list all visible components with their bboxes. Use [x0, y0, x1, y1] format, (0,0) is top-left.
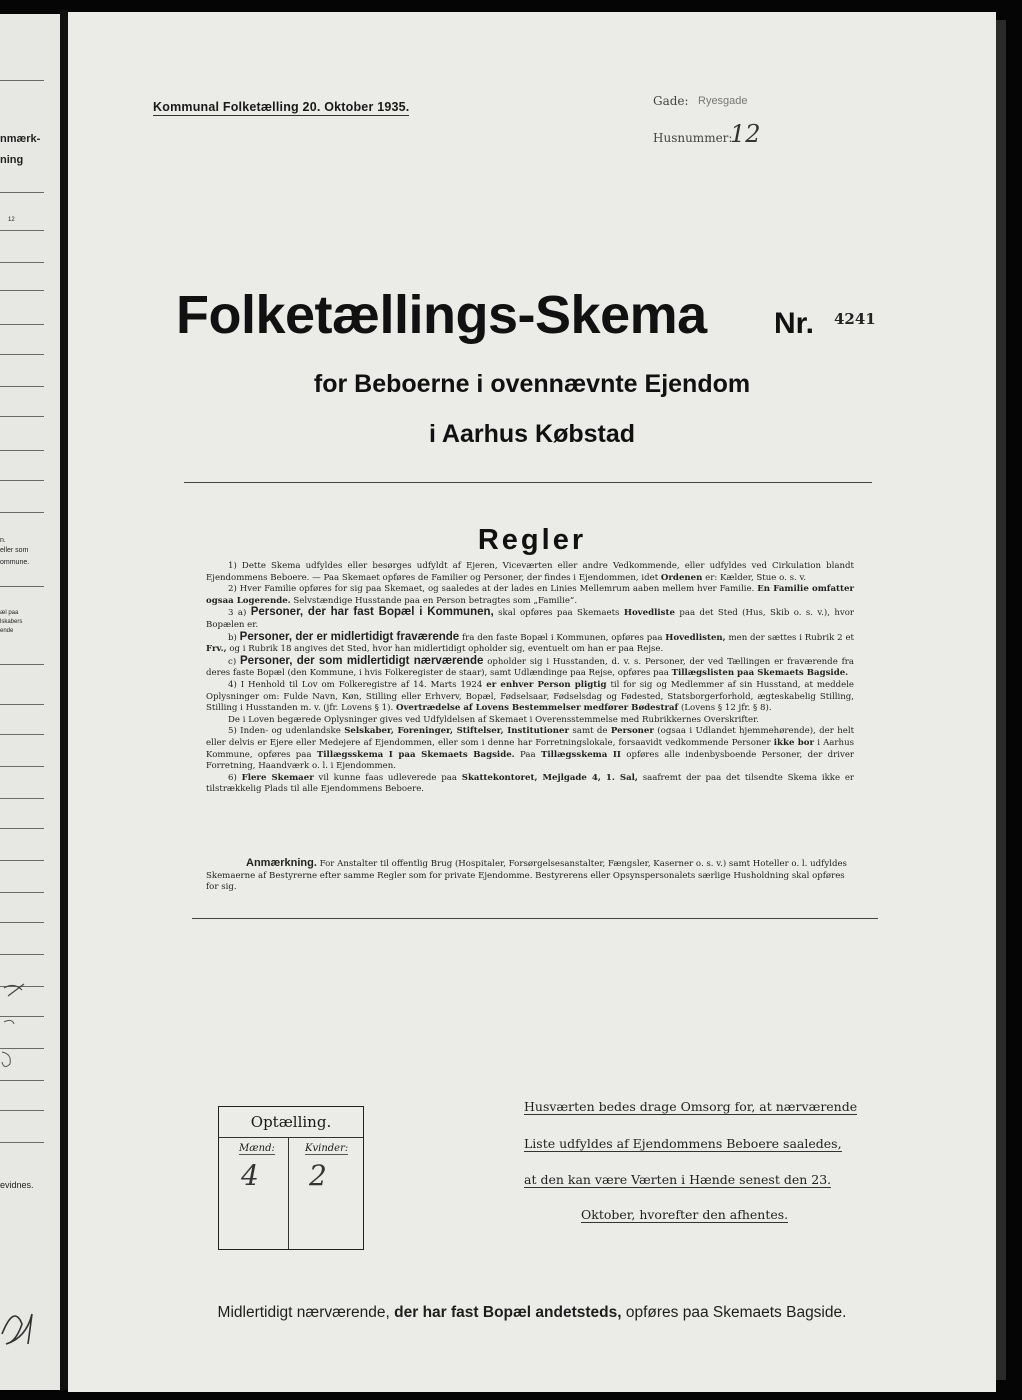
left-handwriting-marks	[0, 974, 40, 1074]
left-rule	[0, 828, 44, 829]
rules-heading: Regler	[477, 524, 587, 556]
left-rule	[0, 586, 44, 587]
box-divider	[288, 1138, 289, 1249]
divider	[184, 482, 872, 483]
book-gutter	[60, 10, 68, 1390]
left-rule	[0, 324, 44, 325]
left-rule	[0, 860, 44, 861]
left-text: ommune.	[0, 559, 30, 566]
left-text: ning	[0, 154, 24, 166]
rule-3b: b) Personer, der er midlertidigt fraværende fra den faste Bopæl i Kommunen, opføres paa Hovedlisten, men der sættes i Rubrik 2 et Frv., og i Rubrik 18 angives det Sted, hvor han midlertidigt opholder sig, eventuelt om han er paa Rejse.	[206, 630, 854, 655]
census-header: Kommunal Folketælling 20. Oktober 1935.	[153, 100, 410, 114]
rule-6: 6) Flere Skemaer vil kunne faas udleverede paa Skattekontoret, Mejlgade 4, 1. Sal, saafremt der paa det tilsendte Skema ikke er tilstrækkelig Plads til alle Ejendommens Beboere.	[206, 772, 855, 795]
left-rule	[0, 664, 44, 665]
form-subtitle-city: i Aarhus Købstad	[428, 420, 636, 448]
optaelling-title: Optælling.	[219, 1107, 363, 1138]
landlord-notice-line: Liste udfyldes af Ejendommens Beboere saaledes,	[524, 1136, 842, 1151]
nr-label: Nr.	[774, 307, 815, 340]
left-rule	[0, 386, 44, 387]
left-text: n.	[0, 537, 6, 544]
left-rule	[0, 704, 44, 705]
left-rule	[0, 230, 44, 231]
left-rule	[0, 290, 44, 291]
left-rule	[0, 892, 44, 893]
maend-label: Mænd:	[239, 1143, 275, 1154]
anmaerkning-label: Anmærkning.	[246, 857, 317, 869]
footer-note: Midlertidigt nærværende, der har fast Bopæl andetsteds, opføres paa Skemaets Bagside.	[217, 1304, 847, 1321]
left-rule	[0, 262, 44, 263]
husnummer-value: 12	[730, 120, 761, 148]
maend-count: 4	[241, 1159, 259, 1192]
adjacent-page	[0, 14, 60, 1390]
left-text: nmærk-	[0, 133, 41, 145]
page-edge	[996, 20, 1006, 1380]
left-rule	[0, 354, 44, 355]
left-text: ende	[0, 628, 14, 634]
landlord-notice-line: Oktober, hvorefter den afhentes.	[581, 1207, 789, 1222]
left-rule	[0, 192, 44, 193]
left-text: lskabers	[0, 619, 23, 625]
left-rule	[0, 416, 44, 417]
left-text: 12	[8, 217, 15, 223]
left-rule	[0, 450, 44, 451]
landlord-notice-line: at den kan være Værten i Hænde senest den 23.	[524, 1172, 832, 1187]
gade-label: Gade:	[653, 94, 689, 108]
left-rule	[0, 922, 44, 923]
left-text: eller som	[0, 547, 29, 554]
left-handwriting-marks	[0, 1294, 40, 1354]
husnummer-label: Husnummer:	[653, 131, 733, 145]
form-title: Folketællings-Skema	[176, 285, 707, 345]
left-rule	[0, 954, 44, 955]
census-form-page	[68, 12, 996, 1392]
gade-value: Ryesgade	[698, 95, 748, 107]
left-text: evidnes.	[0, 1180, 34, 1190]
anmaerkning	[206, 858, 854, 894]
left-rule	[0, 80, 44, 81]
form-subtitle: for Beboerne i ovennævnte Ejendom	[313, 370, 751, 398]
left-text: æl paa	[0, 610, 19, 616]
rule-2: 2) Hver Familie opføres for sig paa Skemaet, og saaledes at der lades en Linies Mellemrum aaben mellem hver Familie. En Familie omfatter ogsaa Logerende. Selvstændige Husstande paa en Person betragtes som „Familie“.	[206, 584, 854, 606]
left-rule	[0, 1080, 44, 1081]
optaelling-box	[218, 1106, 364, 1250]
left-rule	[0, 512, 44, 513]
landlord-notice-line: Husværten bedes drage Omsorg for, at nærværende	[524, 1099, 858, 1114]
left-rule	[0, 1142, 44, 1143]
kvinder-label: Kvinder:	[305, 1143, 349, 1154]
left-rule	[0, 480, 44, 481]
left-rule	[0, 734, 44, 735]
left-rule	[0, 1110, 44, 1111]
rule-5: 5) Inden- og udenlandske Selskaber, Foreninger, Stiftelser, Institutioner samt de Personer (ogsaa i Udlandet hjemmehørende), der helt eller delvis er Ejere eller Medejere af Ejendommen, eller som i denne har Forretningslokale, forsaavidt vedkommende Personer ikke bor i Aarhus Kommune, opføres paa Tillægsskema I paa Skemaets Bagside. Paa Tillægsskema II opføres alle indenbysboende Personer, der driver Forretning, Haandværk o. l. i Ejendommen.	[206, 726, 855, 772]
rule-4-continued: De i Loven begærede Oplysninger gives ved Udfyldelsen af Skemaet i Overensstemmelse med Rubrikkernes Overskrifter.	[228, 714, 759, 725]
kvinder-count: 2	[309, 1159, 327, 1192]
rule-1: 1) Dette Skema udfyldes eller besørges udfyldt af Ejeren, Viceværten eller andre Vedkommende, eller udfyldes ved Cirkulation blandt Ejendommens Beboere. — Paa Skemaet opføres de Familier og Personer, der findes i Ejendommen, idet Ordenen er: Kælder, Stue o. s. v.	[206, 561, 854, 583]
rule-3a: 3 a) Personer, der har fast Bopæl i Kommunen, skal opføres paa Skemaets Hovedliste paa det Sted (Hus, Skib o. s. v.), hvor Bopælen er.	[206, 606, 855, 630]
left-rule	[0, 766, 44, 767]
rule-4: 4) I Henhold til Lov om Folkeregistre af 14. Marts 1924 er enhver Person pligtig til for sig og Medlemmer af sin Husstand, at meddele Oplysninger om: Fulde Navn, Køn, Stilling eller Erhverv, Bopæl, Fødselsaar, Fødselsdag og Fødested, Statsborgerforhold, ægteskabelig Stilling, Stilling i Husstanden m. v. (jfr. Lovens § 1). Overtrædelse af Lovens Bestemmelser medfører Bødestraf (Lovens § 12 jfr. § 8).	[206, 679, 855, 714]
divider	[192, 918, 878, 919]
anmaerkning-text: For Anstalter til offentlig Brug (Hospitaler, Forsørgelsesanstalter, Fængsler, Kaserner o. s. v.) samt Hoteller o. l. udfyldes Skemaerne af Bestyrerne efter samme Regler som for private Ejendomme. Bestyrerens eller Opsynspersonalets særlige Husholdning skal opføres for sig.	[206, 859, 847, 893]
rule-3c: c) Personer, der som midlertidigt nærværende opholder sig i Husstanden, d. v. s. Personer, der ved Tællingen er fraværende fra deres faste Bopæl (den Kommune, i hvis Folkeregister de staar), samt Udlændinge paa Rejse, opføres paa Tillægslisten paa Skemaets Bagside.	[206, 654, 855, 679]
left-rule	[0, 798, 44, 799]
rules-text	[206, 561, 854, 796]
nr-value: 4241	[834, 310, 876, 328]
